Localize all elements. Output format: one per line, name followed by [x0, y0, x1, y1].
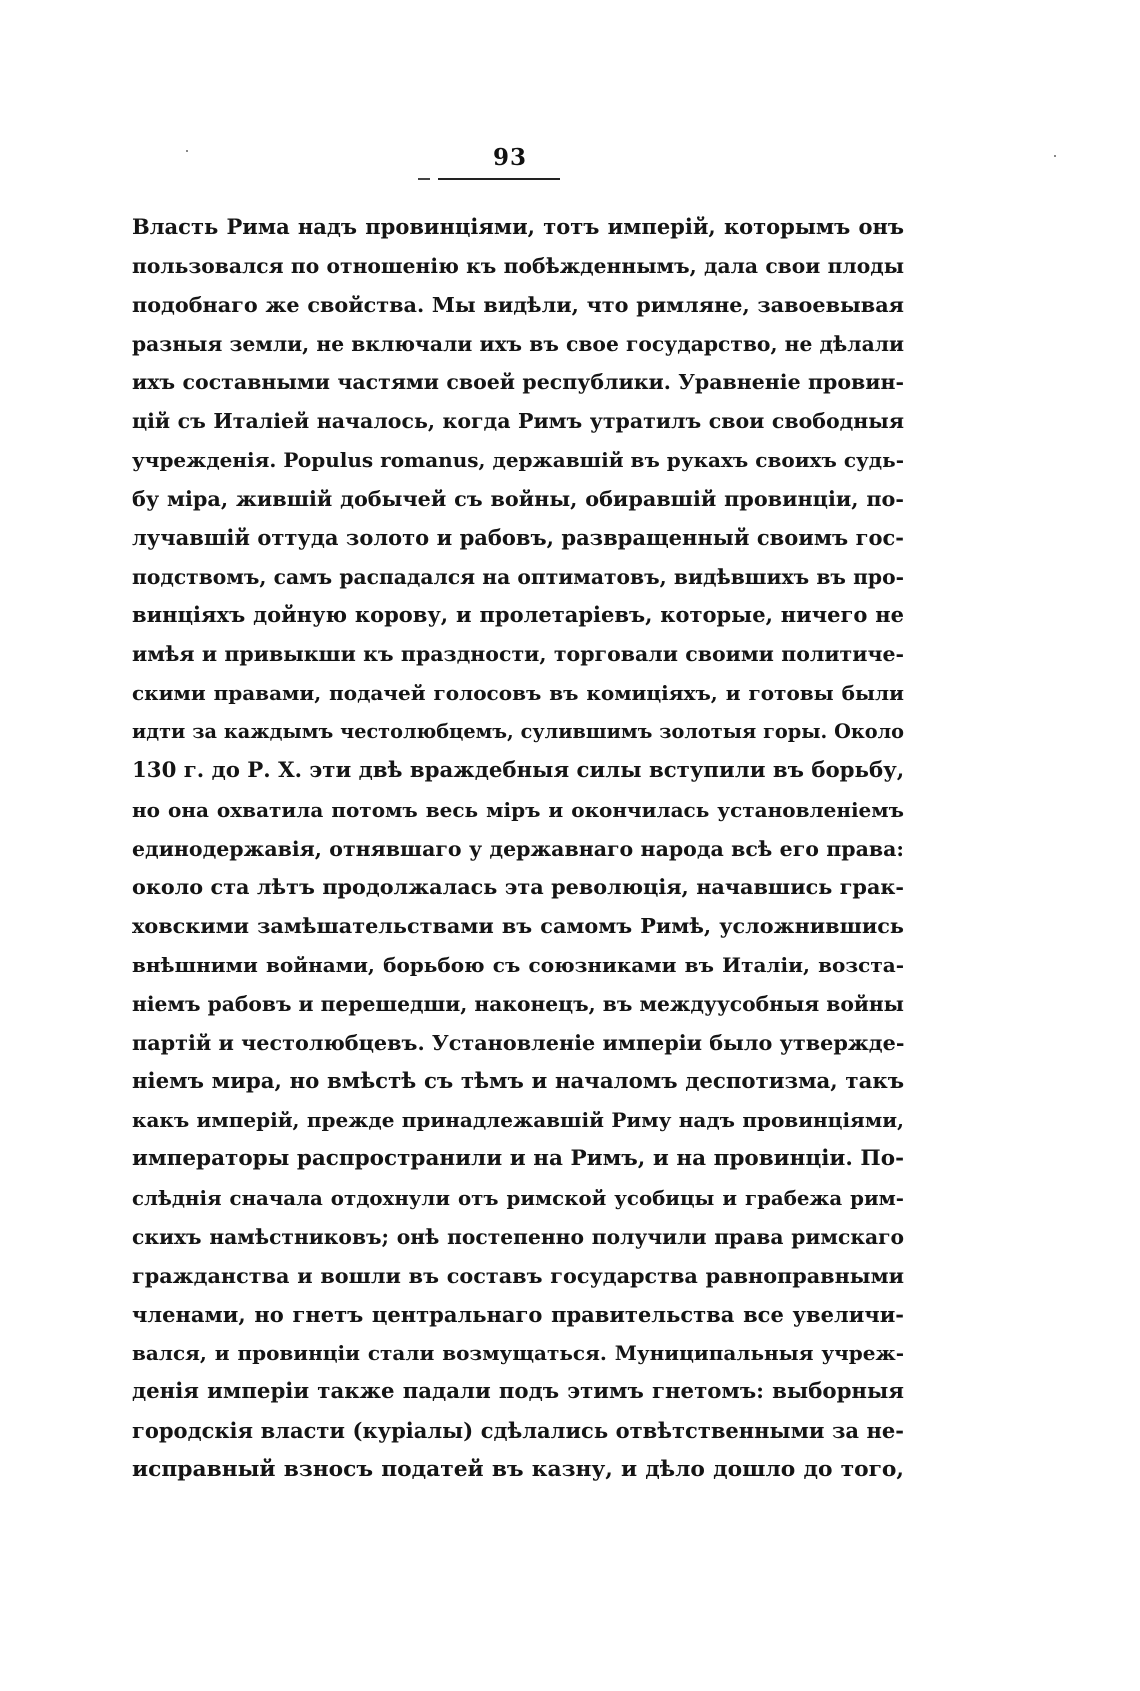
text-line: вался, и провинціи стали возмущаться. Муниципальныя учреж- — [132, 1341, 904, 1366]
text-line: около ста лѣтъ продолжалась эта революція, начавшись грак- — [132, 875, 904, 900]
text-line: городскія власти (куріалы) сдѣлались отвѣтственными за не- — [132, 1418, 904, 1444]
text-line: гражданства и вошли въ составъ государства равноправными — [132, 1263, 904, 1288]
page-header — [0, 140, 1140, 186]
text-line: но она охватила потомъ весь міръ и окончилась установленіемъ — [132, 797, 904, 822]
text-line: подствомъ, самъ распадался на оптиматовъ, видѣвшихъ въ про- — [132, 564, 904, 589]
text-line: лучавшій оттуда золото и рабовъ, развращенный своимъ гос- — [132, 524, 904, 550]
text-line: денія имперіи также падали подъ этимъ гнетомъ: выборныя — [132, 1379, 904, 1405]
text-line: ихъ составными частями своей республики. Уравненіе провин- — [132, 370, 904, 395]
text-line: императоры распространили и на Римъ, и на провинціи. По- — [132, 1146, 904, 1172]
scan-speck — [186, 150, 188, 152]
text-line: единодержавія, отнявшаго у державнаго народа всѣ его права: — [132, 836, 904, 861]
text-line: внѣшними войнами, борьбою съ союзниками въ Италіи, возста- — [132, 953, 904, 978]
text-line: пользовался по отношенію къ побѣжденнымъ, дала свои плоды — [132, 253, 904, 278]
text-line: учрежденія. Populus romanus, державшій въ рукахъ своихъ судь- — [132, 448, 904, 473]
header-rule-dash — [418, 178, 430, 180]
text-line: имѣя и привыкши къ праздности, торговали своими политиче- — [132, 642, 904, 667]
text-line: слѣднія сначала отдохнули отъ римской усобицы и грабежа рим- — [132, 1186, 904, 1211]
text-line: разныя земли, не включали ихъ въ свое государство, не дѣлали — [132, 331, 904, 356]
text-line: скими правами, подачей голосовъ въ комиціяхъ, и готовы были — [132, 681, 904, 706]
text-line: винціяхъ дойную корову, и пролетаріевъ, которые, ничего не — [132, 602, 904, 628]
text-line: 130 г. до Р. Х. эти двѣ враждебныя силы вступили въ борьбу, — [132, 757, 904, 783]
text-line: подобнаго же свойства. Мы видѣли, что римляне, завоевывая — [132, 292, 904, 317]
page-number: 93 — [492, 144, 527, 171]
text-line: ніемъ рабовъ и перешедши, наконецъ, въ междуусобныя войны — [132, 991, 904, 1016]
text-line: партій и честолюбцевъ. Установленіе имперіи было утвержде- — [132, 1030, 904, 1055]
text-line: Власть Рима надъ провинціями, тотъ имперій, которымъ онъ — [132, 214, 904, 239]
text-line: членами, но гнетъ центральнаго правительства все увеличи- — [132, 1301, 904, 1327]
text-line: исправный взносъ податей въ казну, и дѣло дошло до того, — [132, 1457, 904, 1482]
text-line: идти за каждымъ честолюбцемъ, сулившимъ золотыя горы. Около — [132, 719, 904, 743]
text-line: бу міра, жившій добычей съ войны, обиравшій провинціи, по- — [132, 486, 904, 511]
scan-speck — [1054, 155, 1056, 157]
text-line: ховскими замѣшательствами въ самомъ Римѣ, усложнившись — [132, 914, 904, 939]
text-line: цій съ Италіей началось, когда Римъ утратилъ свои свободныя — [132, 409, 904, 434]
text-line: скихъ намѣстниковъ; онѣ постепенно получили права римскаго — [132, 1224, 904, 1249]
text-line: ніемъ мира, но вмѣстѣ съ тѣмъ и началомъ деспотизма, такъ — [132, 1068, 904, 1094]
body-text — [132, 208, 904, 1490]
text-line: какъ имперій, прежде принадлежавшій Риму надъ провинціями, — [132, 1108, 904, 1133]
header-rule — [438, 178, 560, 180]
